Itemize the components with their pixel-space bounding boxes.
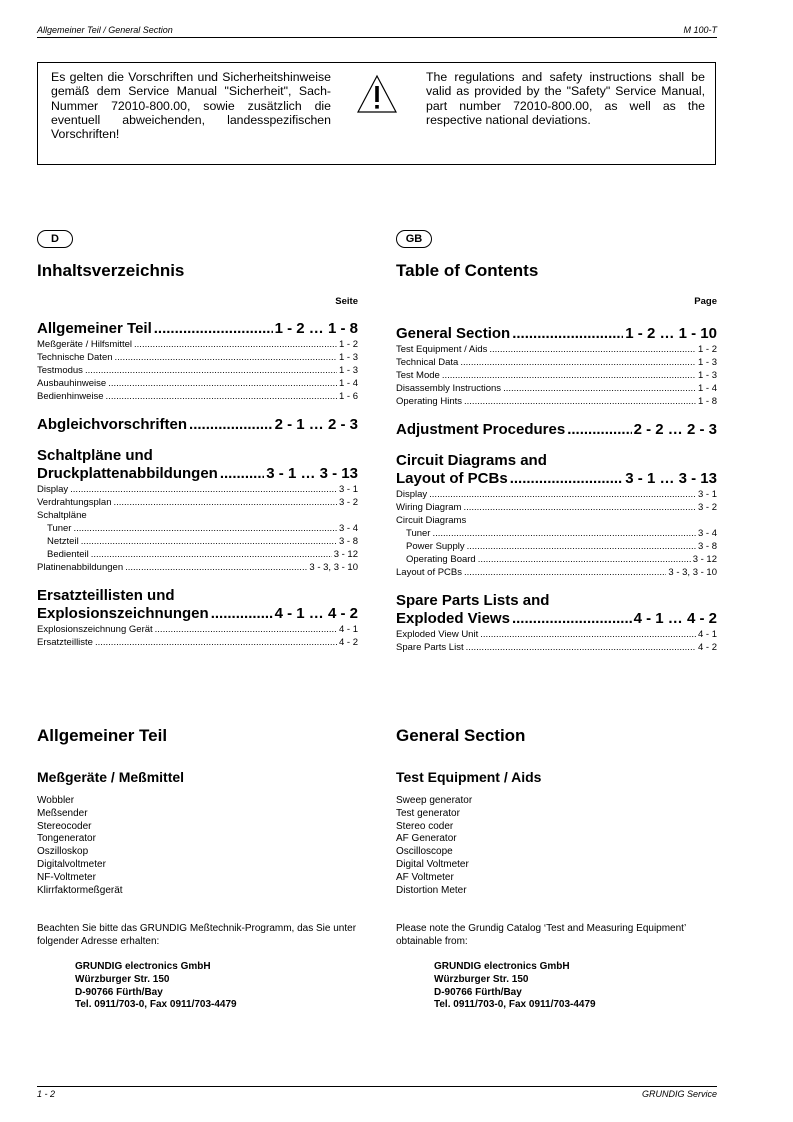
toc-section-title: Abgleichvorschriften (37, 416, 188, 433)
dot-leader (220, 465, 264, 483)
language-badge-de: D (37, 230, 73, 248)
toc-item-page: 3 - 1 (338, 484, 358, 495)
toc-section-title-line[interactable]: Ersatzteillisten und (37, 587, 175, 604)
dot-leader (460, 356, 696, 369)
toc-item-page: 1 - 3 (338, 365, 358, 376)
toc-section-entry[interactable] (37, 605, 358, 623)
toc-item-label: Ausbauhinweise (37, 378, 107, 389)
equipment-item: Test generator (396, 807, 460, 819)
dot-leader (125, 561, 307, 574)
toc-section-entry[interactable] (396, 325, 717, 343)
dot-leader (134, 338, 337, 351)
toc-item-page: 3 - 3, 3 - 10 (309, 562, 358, 573)
toc-item[interactable] (396, 395, 717, 408)
toc-item-label: Technische Daten (37, 352, 113, 363)
dot-leader (91, 548, 332, 561)
toc-item-page: 3 - 3, 3 - 10 (668, 567, 717, 578)
equipment-item: Stereocoder (37, 820, 92, 832)
toc-item-label: Circuit Diagrams (396, 515, 467, 526)
toc-section-entry[interactable] (37, 465, 358, 483)
toc-item-page: 3 - 4 (697, 528, 717, 539)
subsection-title-de: Meßgeräte / Meßmittel (37, 769, 185, 785)
toc-title-en: Table of Contents (396, 261, 539, 280)
toc-item[interactable] (37, 522, 358, 535)
toc-item-page: 3 - 8 (338, 536, 358, 547)
toc-item-label: Test Mode (396, 370, 440, 381)
toc-item[interactable] (396, 501, 717, 514)
toc-item[interactable] (37, 351, 358, 364)
toc-en (396, 296, 717, 654)
toc-item-page: 3 - 1 (697, 489, 717, 500)
toc-item[interactable] (37, 390, 358, 403)
toc-section-entry[interactable] (396, 610, 717, 628)
dot-leader (466, 641, 696, 654)
toc-item-label: Schaltpläne (37, 510, 87, 521)
toc-item[interactable] (396, 343, 717, 356)
equipment-item: NF-Voltmeter (37, 871, 96, 883)
footer-rule (37, 1086, 717, 1087)
toc-item-label: Technical Data (396, 357, 459, 368)
toc-item-page: 1 - 3 (338, 352, 358, 363)
equipment-item: Distortion Meter (396, 884, 467, 896)
toc-section-title: Exploded Views (396, 610, 510, 627)
toc-section-pages: 3 - 1 … 3 - 13 (266, 465, 358, 482)
dot-leader (489, 343, 696, 356)
toc-section-title: Druckplattenabbildungen (37, 465, 218, 482)
toc-item[interactable] (396, 369, 717, 382)
address-line: Tel. 0911/703-0, Fax 0911/703-4479 (75, 999, 237, 1011)
dot-leader (211, 605, 273, 623)
equipment-item: Digitalvoltmeter (37, 858, 106, 870)
dot-leader (464, 395, 696, 408)
toc-item-label: Testmodus (37, 365, 83, 376)
toc-item-page: 4 - 2 (697, 642, 717, 653)
equipment-item: Tongenerator (37, 833, 96, 845)
toc-item[interactable] (37, 623, 358, 636)
equipment-item: AF Voltmeter (396, 871, 454, 883)
toc-item[interactable] (396, 553, 717, 566)
toc-section (396, 592, 717, 654)
subsection-title-en: Test Equipment / Aids (396, 769, 542, 785)
toc-item[interactable] (37, 377, 358, 390)
toc-section (396, 325, 717, 408)
toc-item[interactable] (37, 338, 358, 351)
dot-leader (463, 501, 696, 514)
toc-section (396, 452, 717, 579)
toc-section-title: Layout of PCBs (396, 470, 508, 487)
toc-item-label: Bedienteil (47, 549, 89, 560)
toc-page-column-label: Page (694, 296, 717, 307)
toc-section-entry[interactable] (396, 421, 717, 439)
toc-item-page: 3 - 2 (338, 497, 358, 508)
toc-item-label: Operating Board (406, 554, 476, 565)
dot-leader (106, 390, 337, 403)
toc-item-label: Ersatzteilliste (37, 637, 93, 648)
toc-section-entry[interactable] (396, 470, 717, 488)
toc-item-page: 4 - 2 (338, 637, 358, 648)
toc-item-page: 3 - 4 (338, 523, 358, 534)
dot-leader (512, 610, 632, 628)
safety-notice-de: Es gelten die Vorschriften und Sicherheitshinweise gemäß dem Service Manual "Sicherheit", Sach-Nummer 72010-800.00, sowie zusätzlich die eventuell abweichenden, landesspezifischen Vorschriften! (51, 70, 331, 142)
toc-item-page: 1 - 3 (697, 370, 717, 381)
dot-leader (85, 364, 337, 377)
toc-item-label: Exploded View Unit (396, 629, 479, 640)
toc-item-label: Verdrahtungsplan (37, 497, 112, 508)
toc-item[interactable] (396, 356, 717, 369)
toc-item-label: Wiring Diagram (396, 502, 462, 513)
toc-section-pages: 2 - 1 … 2 - 3 (274, 416, 358, 433)
section-title-de: Allgemeiner Teil (37, 726, 168, 745)
toc-section-pages: 3 - 1 … 3 - 13 (625, 470, 717, 487)
toc-section-title-line[interactable]: Schaltpläne und (37, 447, 153, 464)
dot-leader (503, 382, 696, 395)
toc-item-label: Operating Hints (396, 396, 463, 407)
toc-section-title-line[interactable]: Circuit Diagrams and (396, 452, 547, 469)
toc-item-label: Display (37, 484, 69, 495)
toc-item-page: 1 - 3 (697, 357, 717, 368)
toc-section (37, 320, 358, 403)
toc-item[interactable] (37, 509, 358, 522)
toc-item-label: Platinenabbildungen (37, 562, 124, 573)
toc-item-page: 1 - 6 (338, 391, 358, 402)
dot-leader (464, 566, 666, 579)
equipment-item: Oscilloscope (396, 846, 453, 858)
toc-item-page: 4 - 1 (338, 624, 358, 635)
footer-page-number: 1 - 2 (37, 1089, 56, 1099)
toc-section (37, 587, 358, 649)
toc-section-entry[interactable] (37, 320, 358, 338)
equipment-list-de (37, 795, 123, 897)
toc-item[interactable] (396, 641, 717, 654)
toc-section-pages: 2 - 2 … 2 - 3 (633, 421, 717, 438)
safety-notice-en: The regulations and safety instructions shall be valid as provided by the "Safety" Service Manual, part number 72010-800.00, as well as the respective national deviations. (426, 70, 705, 127)
toc-section-entry[interactable] (37, 416, 358, 434)
address-de (75, 961, 237, 1012)
dot-leader (113, 496, 337, 509)
address-line: GRUNDIG electronics GmbH (75, 961, 211, 972)
toc-item[interactable] (396, 488, 717, 501)
toc-item-label: Layout of PCBs (396, 567, 463, 578)
language-badge-gb: GB (396, 230, 432, 248)
header-section-title: Allgemeiner Teil / General Section (37, 25, 173, 35)
dot-leader (73, 522, 337, 535)
dot-leader (467, 540, 696, 553)
dot-leader (189, 416, 273, 434)
address-line: D-90766 Fürth/Bay (434, 986, 522, 998)
toc-de (37, 296, 358, 649)
toc-section-title-line[interactable]: Spare Parts Lists and (396, 592, 550, 609)
toc-item-page: 1 - 2 (697, 344, 717, 355)
toc-item[interactable] (396, 540, 717, 553)
toc-section-title: Allgemeiner Teil (37, 320, 152, 337)
toc-item[interactable] (37, 364, 358, 377)
toc-item[interactable] (396, 566, 717, 579)
toc-item-page: 4 - 1 (697, 629, 717, 640)
toc-item-page: 3 - 12 (692, 554, 717, 565)
equipment-item: Klirrfaktormeßgerät (37, 884, 123, 896)
toc-item[interactable] (396, 514, 717, 527)
toc-item[interactable] (396, 527, 717, 540)
toc-item-page: 3 - 2 (697, 502, 717, 513)
dot-leader (155, 623, 337, 636)
toc-item-label: Tuner (47, 523, 72, 534)
toc-section-pages: 4 - 1 … 4 - 2 (274, 605, 358, 622)
catalog-note-en: Please note the Grundig Catalog ‘Test and Measuring Equipment’ obtainable from: (396, 923, 686, 947)
toc-item-label: Netzteil (47, 536, 79, 547)
address-line: GRUNDIG electronics GmbH (434, 961, 570, 972)
equipment-item: AF Generator (396, 833, 457, 845)
dot-leader (108, 377, 337, 390)
dot-leader (81, 535, 337, 548)
toc-item[interactable] (396, 382, 717, 395)
toc-item-label: Meßgeräte / Hilfsmittel (37, 339, 133, 350)
toc-item-label: Display (396, 489, 428, 500)
toc-item[interactable] (37, 535, 358, 548)
dot-leader (480, 628, 696, 641)
toc-section-pages: 1 - 2 … 1 - 10 (625, 325, 717, 342)
toc-item[interactable] (37, 548, 358, 561)
toc-item-page: 1 - 2 (338, 339, 358, 350)
toc-item-label: Disassembly Instructions (396, 383, 502, 394)
dot-leader (429, 488, 696, 501)
toc-item-label: Bedienhinweise (37, 391, 104, 402)
toc-section-pages: 4 - 1 … 4 - 2 (633, 610, 717, 627)
dot-leader (510, 470, 624, 488)
equipment-item: Meßsender (37, 807, 88, 819)
toc-section-title: General Section (396, 325, 511, 342)
header-rule (37, 37, 717, 38)
toc-item-page: 3 - 12 (333, 549, 358, 560)
toc-item[interactable] (37, 496, 358, 509)
toc-title-de: Inhaltsverzeichnis (37, 261, 185, 280)
dot-leader (70, 483, 337, 496)
toc-item[interactable] (396, 628, 717, 641)
toc-section (37, 447, 358, 574)
header-model: M 100-T (683, 25, 717, 35)
section-title-en: General Section (396, 726, 526, 745)
warning-triangle-icon (356, 74, 398, 114)
toc-item-page: 1 - 4 (697, 383, 717, 394)
equipment-item: Digital Voltmeter (396, 858, 469, 870)
dot-leader (154, 320, 273, 338)
dot-leader (567, 421, 631, 439)
toc-item-page: 1 - 8 (697, 396, 717, 407)
toc-section-pages: 1 - 2 … 1 - 8 (274, 320, 358, 337)
toc-section-title: Explosionszeichnungen (37, 605, 209, 622)
toc-item-label: Power Supply (406, 541, 465, 552)
toc-section (37, 416, 358, 434)
toc-item-label: Spare Parts List (396, 642, 464, 653)
toc-item[interactable] (37, 636, 358, 649)
equipment-list-en (396, 795, 472, 897)
toc-item-label: Tuner (406, 528, 431, 539)
footer-brand: GRUNDIG Service (641, 1089, 717, 1099)
address-line: Würzburger Str. 150 (75, 973, 170, 985)
address-en (434, 961, 596, 1012)
equipment-item: Sweep generator (396, 795, 473, 806)
toc-item-label: Test Equipment / Aids (396, 344, 488, 355)
dot-leader (115, 351, 337, 364)
address-line: Würzburger Str. 150 (434, 973, 529, 985)
toc-section-title: Adjustment Procedures (396, 421, 566, 438)
dot-leader (512, 325, 623, 343)
toc-item[interactable] (37, 483, 358, 496)
toc-item-page: 3 - 8 (697, 541, 717, 552)
toc-item-label: Explosionszeichnung Gerät (37, 624, 153, 635)
address-line: D-90766 Fürth/Bay (75, 986, 163, 998)
equipment-item: Stereo coder (396, 820, 454, 832)
toc-item-page: 1 - 4 (338, 378, 358, 389)
equipment-item: Oszilloskop (37, 846, 89, 858)
dot-leader (478, 553, 691, 566)
dot-leader (95, 636, 337, 649)
toc-item[interactable] (37, 561, 358, 574)
catalog-note-de: Beachten Sie bitte das GRUNDIG Meßtechnik-Programm, das Sie unter folgender Adresse erhalten: (37, 923, 357, 947)
toc-section (396, 421, 717, 439)
equipment-item: Wobbler (37, 795, 75, 806)
dot-leader (442, 369, 696, 382)
address-line: Tel. 0911/703-0, Fax 0911/703-4479 (434, 999, 596, 1011)
dot-leader (432, 527, 696, 540)
toc-page-column-label: Seite (335, 296, 358, 307)
